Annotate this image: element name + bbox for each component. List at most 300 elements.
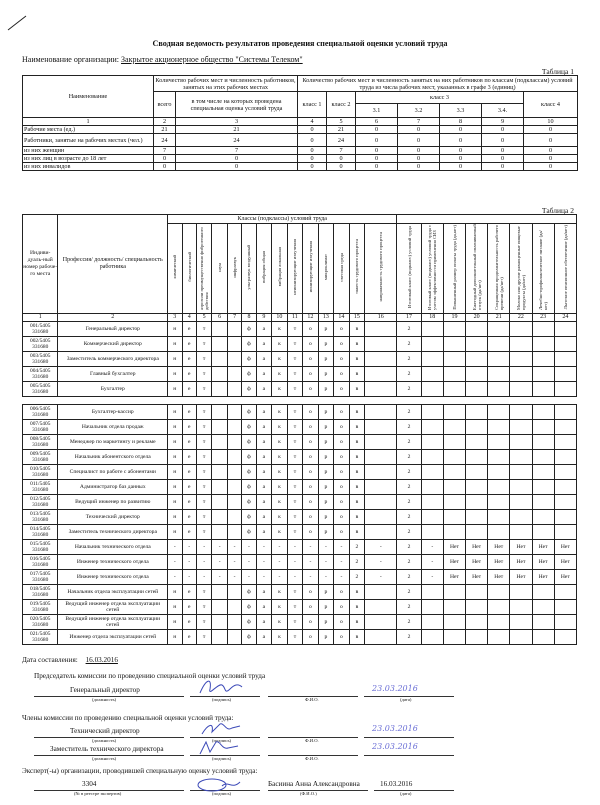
t1-row-name: из них лиц в возрасте до 18 лет — [23, 155, 154, 163]
t2-workplace-id: 018/5405 331680 — [23, 585, 58, 600]
cap-signature: (подпись) — [212, 791, 232, 796]
t2-profession: Начальник отдела продаж — [58, 420, 168, 435]
t2-cell — [532, 405, 554, 420]
t2-cell: ф — [242, 630, 256, 645]
t2-cell — [510, 630, 532, 645]
t2-cell: т — [196, 352, 212, 367]
t2-cell: в — [349, 367, 365, 382]
t1-cell: 0 — [440, 147, 482, 155]
t2-cell — [532, 525, 554, 540]
t2-factor-header — [242, 224, 256, 314]
t2-cell: о — [334, 322, 350, 337]
t2-cell: 2 — [397, 337, 421, 352]
cap-signature: (подпись) — [212, 738, 232, 743]
t2-profession: Инженер технического отдела — [58, 570, 168, 585]
t2-cell: а — [256, 630, 272, 645]
t2-cell: о — [303, 510, 319, 525]
t2-cell — [554, 322, 576, 337]
expert-date: 16.03.2016 — [380, 780, 413, 788]
t1-cell: 0 — [524, 147, 578, 155]
t2-cell: 2 — [397, 600, 421, 615]
t2-col-num: 7 — [227, 314, 241, 322]
t2-cell — [510, 525, 532, 540]
t2-cell — [532, 322, 554, 337]
t2-cell — [532, 382, 554, 397]
t2-cell — [227, 510, 241, 525]
t2-cell — [227, 405, 241, 420]
t2-cell — [365, 420, 397, 435]
t1-row-name: из них инвалидов — [23, 163, 154, 171]
t2-cell — [532, 480, 554, 495]
t2-cell: к — [272, 322, 288, 337]
t2-cell: т — [287, 585, 303, 600]
t2-cell — [212, 510, 228, 525]
t2-profession: Ведущий инженер по развитию — [58, 495, 168, 510]
t2-cell — [488, 352, 510, 367]
t2-cell: р — [318, 322, 334, 337]
t2-cell — [488, 382, 510, 397]
t2-cell: 2 — [397, 352, 421, 367]
t2-extra-label: Льготное пенсионное обеспечение (да/нет) — [562, 224, 568, 310]
t2-factor-label: неионизирующие излучения — [292, 239, 298, 295]
t2-cell: - — [334, 555, 350, 570]
t2-cell: н — [168, 337, 182, 352]
t2-workplace-id: 008/5405 331680 — [23, 435, 58, 450]
t2-cell: е — [182, 495, 196, 510]
t2-cell: т — [287, 480, 303, 495]
t2-cell: т — [287, 420, 303, 435]
t2-cell — [212, 450, 228, 465]
t2-factor-label: световая среда — [338, 252, 344, 282]
t2-factor-label: шум — [217, 262, 223, 272]
t1-hdr-total: всего — [154, 92, 176, 118]
t2-extra-header — [443, 224, 465, 314]
table1-label: Таблица 1 — [541, 67, 574, 76]
t2-cell: е — [182, 405, 196, 420]
t2-cell: Нет — [466, 570, 488, 585]
t1-sub: 3.4. — [482, 104, 524, 118]
t2-cell: - — [168, 540, 182, 555]
t2-cell: 2 — [397, 510, 421, 525]
t2-cell: ф — [242, 585, 256, 600]
t1-hdr-name: Наименование — [23, 76, 154, 118]
t2-cell — [227, 352, 241, 367]
t2-cell: к — [272, 450, 288, 465]
table-row — [23, 382, 577, 397]
t1-cell: 7 — [327, 147, 356, 155]
t2-cell: н — [168, 322, 182, 337]
t2-cell: т — [287, 337, 303, 352]
t2-col-num: 5 — [196, 314, 212, 322]
t2-cell — [421, 615, 443, 630]
t1-cell: 24 — [176, 134, 298, 147]
t2-cell: - — [272, 570, 288, 585]
t2-cell — [466, 600, 488, 615]
t1-row-name: Работники, занятые на рабочих местах (чел.) — [23, 134, 154, 147]
t1-cell: 0 — [524, 155, 578, 163]
t1-num: 4 — [298, 118, 327, 126]
t2-cell: 2 — [397, 322, 421, 337]
t2-cell — [488, 585, 510, 600]
t2-cell — [365, 435, 397, 450]
t2-cell: - — [272, 540, 288, 555]
t1-row — [23, 134, 578, 147]
table-row — [23, 600, 577, 615]
t2-cell: а — [256, 405, 272, 420]
t2-cell — [532, 600, 554, 615]
t2-factor-label: биологический — [186, 252, 192, 282]
t2-cell — [532, 465, 554, 480]
t1-hdr-count: Количество рабочих мест и численность работников, занятых на этих рабочих местах — [155, 76, 296, 91]
t2-cell: ф — [242, 420, 256, 435]
t2-cell — [443, 352, 465, 367]
t2-cell: - — [168, 570, 182, 585]
t2-cell: о — [334, 480, 350, 495]
t2-cell: - — [196, 540, 212, 555]
t2-cell: т — [287, 525, 303, 540]
t2-profession: Администратор баз данных — [58, 480, 168, 495]
t2-cell: а — [256, 525, 272, 540]
t2-cell: 2 — [397, 615, 421, 630]
t2-cell: о — [334, 337, 350, 352]
t2-extra-header — [532, 224, 554, 314]
t2-cell: - — [182, 540, 196, 555]
t2-cell: т — [196, 600, 212, 615]
t2-factor-label: аэрозоли преимущественно фиброгенного действия — [199, 227, 210, 310]
t2-cell: а — [256, 585, 272, 600]
t2-cell: р — [318, 420, 334, 435]
t1-row — [23, 147, 578, 155]
t2-cell: в — [349, 382, 365, 397]
t2-cell — [510, 450, 532, 465]
t2-cell: о — [303, 435, 319, 450]
t2-cell: о — [303, 615, 319, 630]
t2-factor-header — [272, 224, 288, 314]
t2-cell: ф — [242, 615, 256, 630]
t1-num: 6 — [356, 118, 398, 126]
t2-cell: в — [349, 465, 365, 480]
t2-cell: е — [182, 435, 196, 450]
t2-gap — [23, 397, 577, 405]
t2-cell — [365, 630, 397, 645]
t1-cell: 0 — [398, 134, 440, 147]
t2-cell: к — [272, 480, 288, 495]
t2-cell: т — [287, 382, 303, 397]
cap-fio: Ф.И.О. — [305, 738, 319, 743]
t2-cell: е — [182, 630, 196, 645]
t2-cell: а — [256, 510, 272, 525]
t2-extra-header — [466, 224, 488, 314]
t2-cell — [466, 405, 488, 420]
t2-cell — [421, 435, 443, 450]
t2-cell — [510, 465, 532, 480]
t2-cell: к — [272, 630, 288, 645]
t2-cell: е — [182, 337, 196, 352]
t2-cell — [421, 480, 443, 495]
t2-profession: Начальник абонентского отдела — [58, 450, 168, 465]
organization-label: Наименование организации: — [22, 55, 120, 64]
t1-cell: 24 — [154, 134, 176, 147]
t2-cell — [488, 615, 510, 630]
t2-cell: р — [318, 525, 334, 540]
t2-cell: 2 — [349, 540, 365, 555]
t2-hdr-prof: Профессия/ должность/ специальность работника — [58, 215, 168, 314]
t2-col-num: 19 — [443, 314, 465, 322]
t2-cell: к — [272, 615, 288, 630]
t2-workplace-id: 019/5405 331680 — [23, 600, 58, 615]
t2-cell: а — [256, 450, 272, 465]
member2-position: Заместитель технического директора — [50, 745, 164, 753]
t2-cell: ф — [242, 367, 256, 382]
t2-cell: а — [256, 495, 272, 510]
t2-cell: к — [272, 382, 288, 397]
t2-cell — [421, 405, 443, 420]
t2-cell — [443, 420, 465, 435]
t2-cell: р — [318, 585, 334, 600]
cap-date: (дата) — [400, 697, 412, 702]
t2-factor-header — [256, 224, 272, 314]
t2-hdr-id: Индиви-дуаль-ный номер рабоче-го места — [23, 215, 58, 314]
t2-cell — [510, 435, 532, 450]
t2-hdr-classes: Классы (подклассы) условий труда — [168, 215, 397, 224]
t2-cell: о — [303, 525, 319, 540]
t2-cell: - — [256, 555, 272, 570]
t2-extra-label: Повышенный размер оплаты труда (да,нет) — [451, 224, 457, 310]
t2-cell — [421, 585, 443, 600]
t2-factor-label: вибрация локальная — [276, 247, 282, 287]
corner-mark — [6, 14, 28, 32]
table-row — [23, 405, 577, 420]
t2-cell: а — [256, 420, 272, 435]
t2-cell: о — [303, 420, 319, 435]
t2-cell: т — [287, 615, 303, 630]
t2-cell: т — [287, 465, 303, 480]
t2-cell: ф — [242, 382, 256, 397]
t2-cell: а — [256, 600, 272, 615]
t2-cell: е — [182, 352, 196, 367]
t1-cell: 0 — [398, 126, 440, 134]
t2-cell: о — [334, 352, 350, 367]
t2-cell: н — [168, 465, 182, 480]
t2-cell — [466, 585, 488, 600]
t2-cell: - — [212, 570, 228, 585]
t2-workplace-id: 016/5405 331680 — [23, 555, 58, 570]
t2-cell: 2 — [397, 420, 421, 435]
t1-num: 9 — [482, 118, 524, 126]
table-row — [23, 630, 577, 645]
t2-cell: о — [334, 435, 350, 450]
t2-col-num: 4 — [182, 314, 196, 322]
t2-cell: о — [303, 585, 319, 600]
table-row — [23, 435, 577, 450]
t2-cell — [510, 495, 532, 510]
t2-cell: Нет — [510, 540, 532, 555]
t2-cell — [554, 352, 576, 367]
t2-cell: т — [196, 495, 212, 510]
t1-cell: 0 — [524, 163, 578, 171]
t2-cell — [554, 615, 576, 630]
t1-cell: 0 — [482, 155, 524, 163]
t2-cell: н — [168, 450, 182, 465]
t2-workplace-id: 017/5405 331680 — [23, 570, 58, 585]
t2-cell — [510, 510, 532, 525]
t2-cell — [421, 352, 443, 367]
t1-cell: 0 — [524, 126, 578, 134]
t2-cell: р — [318, 480, 334, 495]
t2-cell: е — [182, 510, 196, 525]
t2-cell — [365, 352, 397, 367]
t2-cell — [466, 450, 488, 465]
t2-cell: р — [318, 352, 334, 367]
t2-cell — [532, 585, 554, 600]
t1-cell: 0 — [482, 147, 524, 155]
t2-cell: е — [182, 615, 196, 630]
t2-cell: в — [349, 420, 365, 435]
t2-cell: о — [334, 525, 350, 540]
t2-factor-header — [168, 224, 182, 314]
t1-hdr-incl: в том числе на которых проведена специальная оценка условий труда — [176, 92, 298, 118]
t2-cell: о — [303, 405, 319, 420]
t2-profession: Бухгалтер — [58, 382, 168, 397]
t2-cell — [421, 382, 443, 397]
t1-cell: 0 — [356, 147, 398, 155]
t2-cell — [554, 630, 576, 645]
t2-cell — [212, 322, 228, 337]
t2-cell: в — [349, 435, 365, 450]
t2-cell — [554, 367, 576, 382]
t1-cell: 0 — [298, 134, 327, 147]
t2-cell: 2 — [397, 382, 421, 397]
t2-cell: Нет — [554, 570, 576, 585]
t2-cell — [510, 585, 532, 600]
t2-cell: р — [318, 615, 334, 630]
t2-cell — [212, 495, 228, 510]
t2-cell — [532, 615, 554, 630]
t2-cell — [510, 420, 532, 435]
t2-cell: - — [212, 540, 228, 555]
t2-cell — [227, 337, 241, 352]
t2-cell: т — [196, 435, 212, 450]
t1-body — [23, 126, 578, 171]
t2-profession: Начальник отдела эксплуатации сетей — [58, 585, 168, 600]
t2-cell — [365, 382, 397, 397]
t2-cell: р — [318, 337, 334, 352]
t2-cell: о — [334, 450, 350, 465]
t2-cell: т — [287, 352, 303, 367]
t2-cell: 2 — [397, 465, 421, 480]
t2-cell: а — [256, 352, 272, 367]
date-line — [22, 656, 118, 664]
t2-cell: о — [303, 465, 319, 480]
t2-cell: о — [303, 630, 319, 645]
t2-workplace-id: 013/5405 331680 — [23, 510, 58, 525]
t2-cell — [365, 337, 397, 352]
t2-cell — [443, 465, 465, 480]
t2-workplace-id: 015/5405 331680 — [23, 540, 58, 555]
t2-cell — [488, 480, 510, 495]
t2-cell: к — [272, 525, 288, 540]
t2-cell: в — [349, 630, 365, 645]
t2-cell: н — [168, 405, 182, 420]
member2-date: 23.03.2016 — [372, 742, 418, 751]
t2-cell: - — [318, 555, 334, 570]
t2-cell: о — [334, 600, 350, 615]
t2-cell — [212, 630, 228, 645]
t2-cell: - — [256, 540, 272, 555]
t2-extra-header — [554, 224, 576, 314]
t2-cell — [421, 420, 443, 435]
t2-cell — [227, 382, 241, 397]
t2-cell: р — [318, 495, 334, 510]
t2-factor-label: ионизирующие излучения — [307, 241, 313, 293]
t2-cell: ф — [242, 450, 256, 465]
t2-cell — [227, 322, 241, 337]
t1-cell: 21 — [327, 126, 356, 134]
t1-num: 2 — [154, 118, 176, 126]
t1-cell: 0 — [154, 155, 176, 163]
t2-cell — [365, 585, 397, 600]
t2-cell: т — [196, 480, 212, 495]
t2-cell: - — [421, 555, 443, 570]
t2-profession: Ведущий инженер отдела эксплуатации сетей — [58, 600, 168, 615]
t2-cell: о — [334, 585, 350, 600]
t2-cell: н — [168, 367, 182, 382]
t2-cell — [466, 337, 488, 352]
t2-factor-header — [287, 224, 303, 314]
t2-col-num: 9 — [256, 314, 272, 322]
t1-cell: 0 — [398, 147, 440, 155]
t1-row — [23, 155, 578, 163]
t2-cell — [466, 630, 488, 645]
t1-cell: 0 — [440, 163, 482, 171]
table-row — [23, 450, 577, 465]
t2-factor-header — [303, 224, 319, 314]
t2-workplace-id: 014/5405 331680 — [23, 525, 58, 540]
t1-row — [23, 163, 578, 171]
t2-cell — [510, 382, 532, 397]
member1-position: Технический директор — [70, 727, 140, 735]
t2-cell: т — [196, 465, 212, 480]
t2-cell: - — [242, 570, 256, 585]
t1-cell: 0 — [298, 126, 327, 134]
t2-cell — [212, 420, 228, 435]
t2-cell: р — [318, 382, 334, 397]
t2-cell: н — [168, 585, 182, 600]
t2-cell: е — [182, 420, 196, 435]
t2-cell: а — [256, 337, 272, 352]
t2-cell — [554, 405, 576, 420]
t2-cell: в — [349, 615, 365, 630]
t2-cell — [227, 465, 241, 480]
t1-num: 3 — [176, 118, 298, 126]
t2-factor-header — [334, 224, 350, 314]
t2-cell — [532, 352, 554, 367]
t2-factor-header — [182, 224, 196, 314]
t2-cell — [443, 322, 465, 337]
t2-cell: о — [303, 480, 319, 495]
t1-cell: 0 — [154, 163, 176, 171]
t2-cell: а — [256, 322, 272, 337]
t2-factor-header — [318, 224, 334, 314]
t2-profession: Коммерческий директор — [58, 337, 168, 352]
t2-cell: Нет — [532, 555, 554, 570]
t2-cell: н — [168, 495, 182, 510]
t2-cell: Нет — [554, 540, 576, 555]
t2-cell — [510, 337, 532, 352]
t2-cell: е — [182, 480, 196, 495]
t2-cell: - — [287, 570, 303, 585]
t2-workplace-id: 021/5405 331680 — [23, 630, 58, 645]
